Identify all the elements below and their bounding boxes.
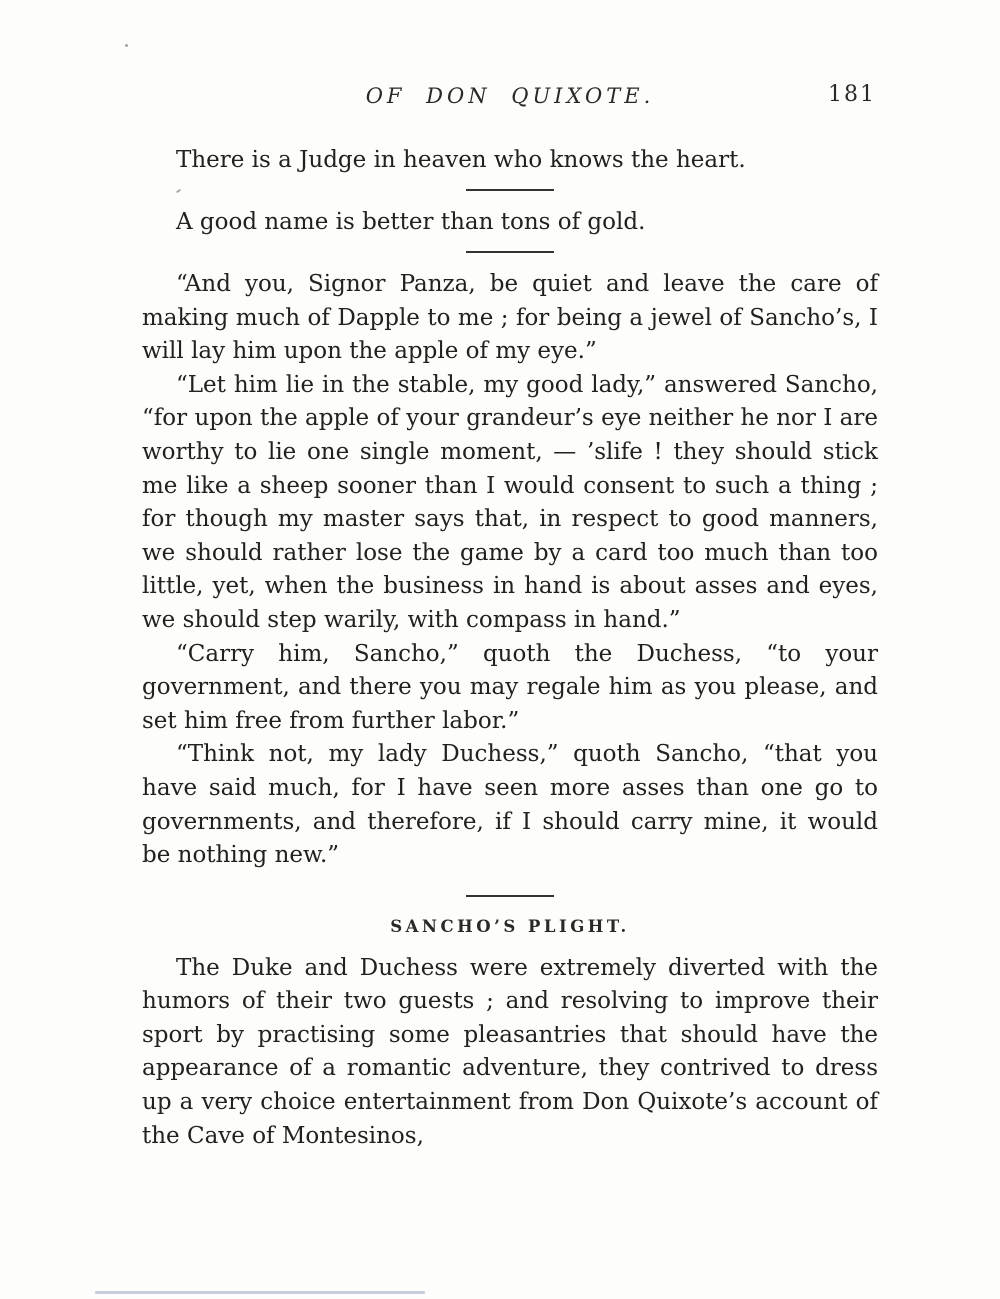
paragraph: “And you, Signor Panza, be quiet and leave the care of making much of Dapple to me ; for being a jewel of Sancho’s, I will lay him upon the apple of my eye.” bbox=[142, 271, 878, 365]
paragraph: The Duke and Duchess were extremely diverted with the humors of their two guests ; and resolving to improve their sport by practising some pleasantries that should have the appearance of a romantic adventure, they contrived to dress up a very choice entertainment from Don Quixote’s account of the Cave of Montesinos, bbox=[142, 954, 878, 1149]
divider bbox=[466, 189, 554, 191]
scan-speck bbox=[125, 44, 128, 47]
divider bbox=[466, 895, 554, 897]
epigraph-2: A good name is better than tons of gold. bbox=[176, 209, 646, 235]
page-header bbox=[142, 84, 878, 118]
page-number: 181 bbox=[828, 82, 876, 107]
scan-artifact bbox=[95, 1291, 425, 1294]
section-heading: SANCHO’S PLIGHT. bbox=[390, 916, 630, 936]
divider bbox=[466, 251, 554, 253]
paragraph: “Carry him, Sancho,” quoth the Duchess, “to your government, and there you may regale him as you please, and set him free from further labor.” bbox=[142, 640, 878, 734]
paragraph: “Think not, my lady Duchess,” quoth Sancho, “that you have said much, for I have seen more asses than one go to governments, and therefore, if I should carry mine, it would be nothing new.” bbox=[142, 741, 878, 869]
epigraph-1: There is a Judge in heaven who knows the heart. bbox=[176, 147, 746, 173]
paragraph: “Let him lie in the stable, my good lady,” answered Sancho, “for upon the apple of your grandeur’s eye neither he nor I are worthy to lie one single moment, — ’slife ! they should stick me like a sheep sooner than I would consent to such a thing ; for though my master says that, in respect to good manners, we should rather lose the game by a card too much than too little, yet, when the business in hand is about asses and eyes, we should step warily, with compass in hand.” bbox=[142, 371, 878, 633]
running-title: OF DON QUIXOTE. bbox=[365, 84, 655, 108]
page-body bbox=[142, 144, 878, 1153]
